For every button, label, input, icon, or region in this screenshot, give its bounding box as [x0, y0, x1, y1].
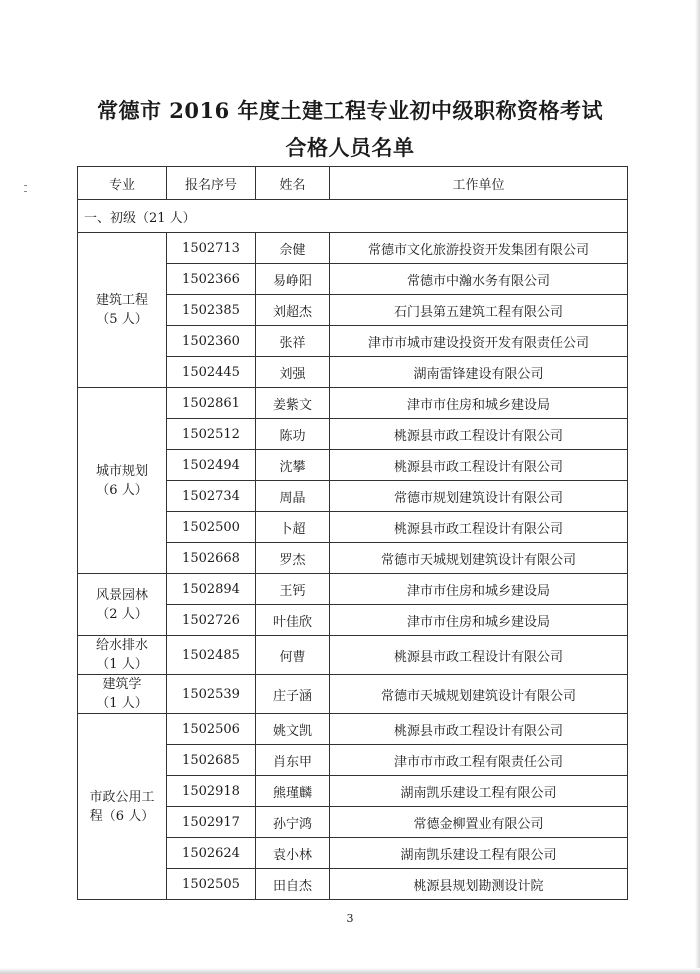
- work-unit: 津市市住房和城乡建设局: [330, 388, 628, 419]
- registration-number: 1502668: [167, 543, 256, 574]
- scan-bottom-shadow: [0, 968, 700, 974]
- specialty-count: （2 人）: [96, 606, 148, 622]
- work-unit: 桃源县市政工程设计有限公司: [330, 450, 628, 481]
- specialty-count: 程（6 人）: [89, 808, 155, 824]
- specialty-cell: [78, 675, 167, 714]
- specialty-cell: [78, 714, 167, 900]
- work-unit: 桃源县市政工程设计有限公司: [330, 512, 628, 543]
- registration-number: 1502506: [167, 714, 256, 745]
- work-unit: 津市市城市建设投资开发有限责任公司: [330, 326, 628, 357]
- work-unit: 桃源县市政工程设计有限公司: [330, 419, 628, 450]
- person-name: 熊瑾麟: [256, 776, 330, 807]
- registration-number: 1502713: [167, 233, 256, 264]
- person-name: 刘强: [256, 357, 330, 388]
- work-unit: 常德市规划建筑设计有限公司: [330, 481, 628, 512]
- person-name: 孙宁鸿: [256, 807, 330, 838]
- specialty-cell: [78, 574, 167, 636]
- document-title-line1: 常德市 2016 年度土建工程专业初中级职称资格考试: [96, 98, 604, 123]
- specialty-name: 建筑工程: [95, 293, 148, 308]
- registration-number: 1502385: [167, 295, 256, 326]
- person-name: 陈功: [256, 419, 330, 450]
- work-unit: 湖南凯乐建设工程有限公司: [330, 776, 628, 807]
- work-unit: 常德市文化旅游投资开发集团有限公司: [330, 233, 628, 264]
- section-row: [78, 200, 628, 233]
- work-unit: 常德市中瀚水务有限公司: [330, 264, 628, 295]
- registration-number: 1502494: [167, 450, 256, 481]
- registration-number: 1502539: [167, 675, 256, 714]
- specialty-name: 风景园林: [95, 587, 148, 603]
- registration-number: 1502500: [167, 512, 256, 543]
- work-unit: 津市市市政工程有限责任公司: [330, 745, 628, 776]
- work-unit: 桃源县市政工程设计有限公司: [330, 714, 628, 745]
- specialty-cell: [78, 636, 167, 675]
- table-header-row: [78, 167, 628, 200]
- work-unit: 常德市天城规划建筑设计有限公司: [330, 543, 628, 574]
- work-unit: 桃源县规划勘测设计院: [330, 869, 628, 900]
- person-name: 沈攀: [256, 450, 330, 481]
- scan-edge-shadow: [695, 0, 700, 974]
- work-unit: 常德金柳置业有限公司: [330, 807, 628, 838]
- work-unit: 湖南雷锋建设有限公司: [330, 357, 628, 388]
- work-unit: 桃源县市政工程设计有限公司: [330, 636, 628, 675]
- registration-number: 1502445: [167, 357, 256, 388]
- person-name: 张祥: [256, 326, 330, 357]
- specialty-count: （1 人）: [96, 657, 148, 672]
- header-name: 姓名: [256, 167, 330, 200]
- work-unit: 湖南凯乐建设工程有限公司: [330, 838, 628, 869]
- header-specialty: 专业: [78, 167, 167, 200]
- table-row: [78, 574, 628, 605]
- person-name: 卜超: [256, 512, 330, 543]
- registration-number: 1502734: [167, 481, 256, 512]
- scan-speck: [24, 185, 27, 186]
- work-unit: 津市市住房和城乡建设局: [330, 605, 628, 636]
- section-label: 一、初级（21 人）: [78, 200, 628, 233]
- registration-number: 1502726: [167, 605, 256, 636]
- specialty-name: 市政公用工: [89, 789, 155, 805]
- registration-number: 1502485: [167, 636, 256, 675]
- work-unit: 津市市住房和城乡建设局: [330, 574, 628, 605]
- registration-number: 1502918: [167, 776, 256, 807]
- registration-number: 1502861: [167, 388, 256, 419]
- specialty-count: （6 人）: [96, 482, 148, 498]
- person-name: 袁小林: [256, 838, 330, 869]
- person-name: 姜紫文: [256, 388, 330, 419]
- work-unit: 常德市天城规划建筑设计有限公司: [330, 675, 628, 714]
- person-name: 王钙: [256, 574, 330, 605]
- scan-speck: [24, 191, 27, 192]
- specialty-name: 给水排水: [95, 638, 148, 653]
- person-name: 周晶: [256, 481, 330, 512]
- table-row: [78, 675, 628, 714]
- specialty-count: （5 人）: [96, 312, 148, 327]
- page-number: 3: [346, 912, 354, 925]
- person-name: 易峥阳: [256, 264, 330, 295]
- specialty-cell: [78, 233, 167, 388]
- registration-number: 1502360: [167, 326, 256, 357]
- person-name: 罗杰: [256, 543, 330, 574]
- person-name: 庄子涵: [256, 675, 330, 714]
- registration-number: 1502894: [167, 574, 256, 605]
- person-name: 田自杰: [256, 869, 330, 900]
- work-unit: 石门县第五建筑工程有限公司: [330, 295, 628, 326]
- table-row: [78, 388, 628, 419]
- person-name: 佘健: [256, 233, 330, 264]
- registration-number: 1502505: [167, 869, 256, 900]
- registration-number: 1502917: [167, 807, 256, 838]
- table-row: [78, 714, 628, 745]
- person-name: 刘超杰: [256, 295, 330, 326]
- table-row: [78, 636, 628, 675]
- person-name: 姚文凯: [256, 714, 330, 745]
- person-name: 叶佳欣: [256, 605, 330, 636]
- registration-number: 1502624: [167, 838, 256, 869]
- table-row: [78, 233, 628, 264]
- person-name: 何曹: [256, 636, 330, 675]
- specialty-name: 城市规划: [95, 463, 148, 479]
- registration-number: 1502366: [167, 264, 256, 295]
- registration-number: 1502512: [167, 419, 256, 450]
- document-title-line2: 合格人员名单: [285, 135, 415, 160]
- header-registration-number: 报名序号: [167, 167, 256, 200]
- specialty-count: （1 人）: [96, 696, 148, 711]
- header-work-unit: 工作单位: [330, 167, 628, 200]
- registration-number: 1502685: [167, 745, 256, 776]
- specialty-name: 建筑学: [102, 677, 142, 692]
- person-name: 肖东甲: [256, 745, 330, 776]
- specialty-cell: [78, 388, 167, 574]
- results-table: [77, 166, 628, 900]
